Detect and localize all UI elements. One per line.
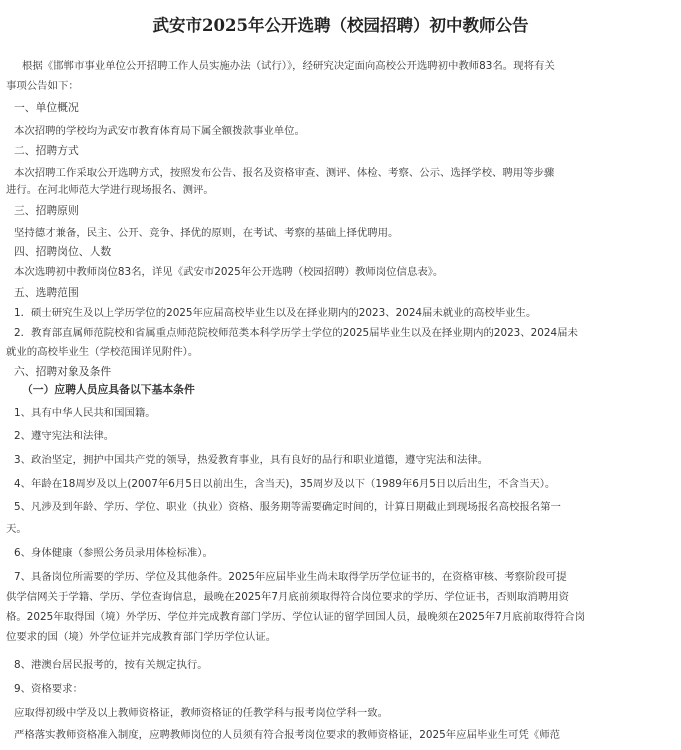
text-line: 8、港澳台居民报考的，按有关规定执行。 bbox=[14, 659, 208, 671]
text-line: 本次招聘的学校均为武安市教育体育局下属全额拨款事业单位。 bbox=[14, 125, 305, 137]
text-line: 事项公告如下： bbox=[6, 80, 79, 92]
text-line: 二、招聘方式 bbox=[14, 144, 79, 157]
text-line: 三、招聘原则 bbox=[14, 204, 79, 217]
text-line: 进行。在河北师范大学进行现场报名、测评。 bbox=[6, 184, 214, 196]
text-line: 供学信网关于学籍、学历、学位查询信息，最晚在2025年7月底前须取得符合岗位要求的学历、学位证书，否则取消聘用资 bbox=[6, 591, 569, 603]
text-line: （一）应聘人员应具备以下基本条件 bbox=[22, 383, 195, 396]
text-line: 就业的高校毕业生（学校范围详见附件）。 bbox=[6, 346, 199, 358]
text-line: 5、凡涉及到年龄、学历、学位、职业（执业）资格、服务期等需要确定时间的，计算日期截止到现场报名高校报名第一 bbox=[14, 501, 561, 513]
text-line: 1、具有中华人民共和国国籍。 bbox=[14, 407, 156, 419]
text-line: 7、具备岗位所需要的学历、学位及其他条件。2025年应届毕业生尚未取得学历学位证书的，在资格审核、考察阶段可提 bbox=[14, 571, 567, 583]
text-line: 应取得初级中学及以上教师资格证，教师资格证的任教学科与报考岗位学科一致。 bbox=[14, 707, 389, 719]
text-line: 格。2025年取得国（境）外学历、学位并完成教育部门学历、学位认证的留学回国人员，最晚须在2025年7月底前取得符合岗 bbox=[6, 611, 586, 623]
text-line: 严格落实教师资格准入制度，应聘教师岗位的人员须有符合报考岗位要求的教师资格证，2025年应届毕业生可凭《师范 bbox=[14, 729, 560, 741]
text-line: 2、遵守宪法和法律。 bbox=[14, 430, 115, 442]
text-line: 五、选聘范围 bbox=[14, 286, 79, 299]
text-line: 坚持德才兼备，民主、公开、竞争、择优的原则，在考试、考察的基础上择优聘用。 bbox=[14, 227, 399, 239]
text-line: 根据《邯郸市事业单位公开招聘工作人员实施办法（试行）》，经研究决定面向高校公开选聘初中教师83名。现将有关 bbox=[22, 60, 555, 72]
text-line: 本次招聘工作采取公开选聘方式，按照发布公告、报名及资格审查、测评、体检、考察、公示、选择学校、聘用等步骤 bbox=[14, 167, 555, 179]
text-line: 六、招聘对象及条件 bbox=[14, 365, 112, 378]
text-line: 6、身体健康（参照公务员录用体检标准）。 bbox=[14, 547, 213, 559]
text-line: 4、年龄在18周岁及以上(2007年6月5日以前出生，含当天)，35周岁及以下（1989年6月5日以后出生，不含当天）。 bbox=[14, 478, 556, 490]
text-line: 本次选聘初中教师岗位83名，详见《武安市2025年公开选聘（校园招聘）教师岗位信息表》。 bbox=[14, 266, 444, 278]
text-line: 天。 bbox=[6, 523, 27, 535]
text-line: 一、单位概况 bbox=[14, 101, 79, 114]
text-line: 3、政治坚定，拥护中国共产党的领导，热爱教育事业，具有良好的品行和职业道德，遵守宪法和法律。 bbox=[14, 454, 489, 466]
text-line: 9、资格要求： bbox=[14, 683, 83, 695]
text-line: 1．硕士研究生及以上学历学位的2025年应届高校毕业生以及在择业期内的2023、2024届未就业的高校毕业生。 bbox=[14, 307, 537, 319]
text-line: 位要求的国（境）外学位证并完成教育部门学历学位认证。 bbox=[6, 631, 277, 643]
page-title: 武安市2025年公开选聘（校园招聘）初中教师公告 bbox=[152, 16, 529, 35]
text-line: 四、招聘岗位、人数 bbox=[14, 245, 112, 258]
text-line: 2．教育部直属师范院校和省属重点师范院校师范类本科学历学士学位的2025届毕业生以及在择业期内的2023、2024届未 bbox=[14, 327, 578, 339]
